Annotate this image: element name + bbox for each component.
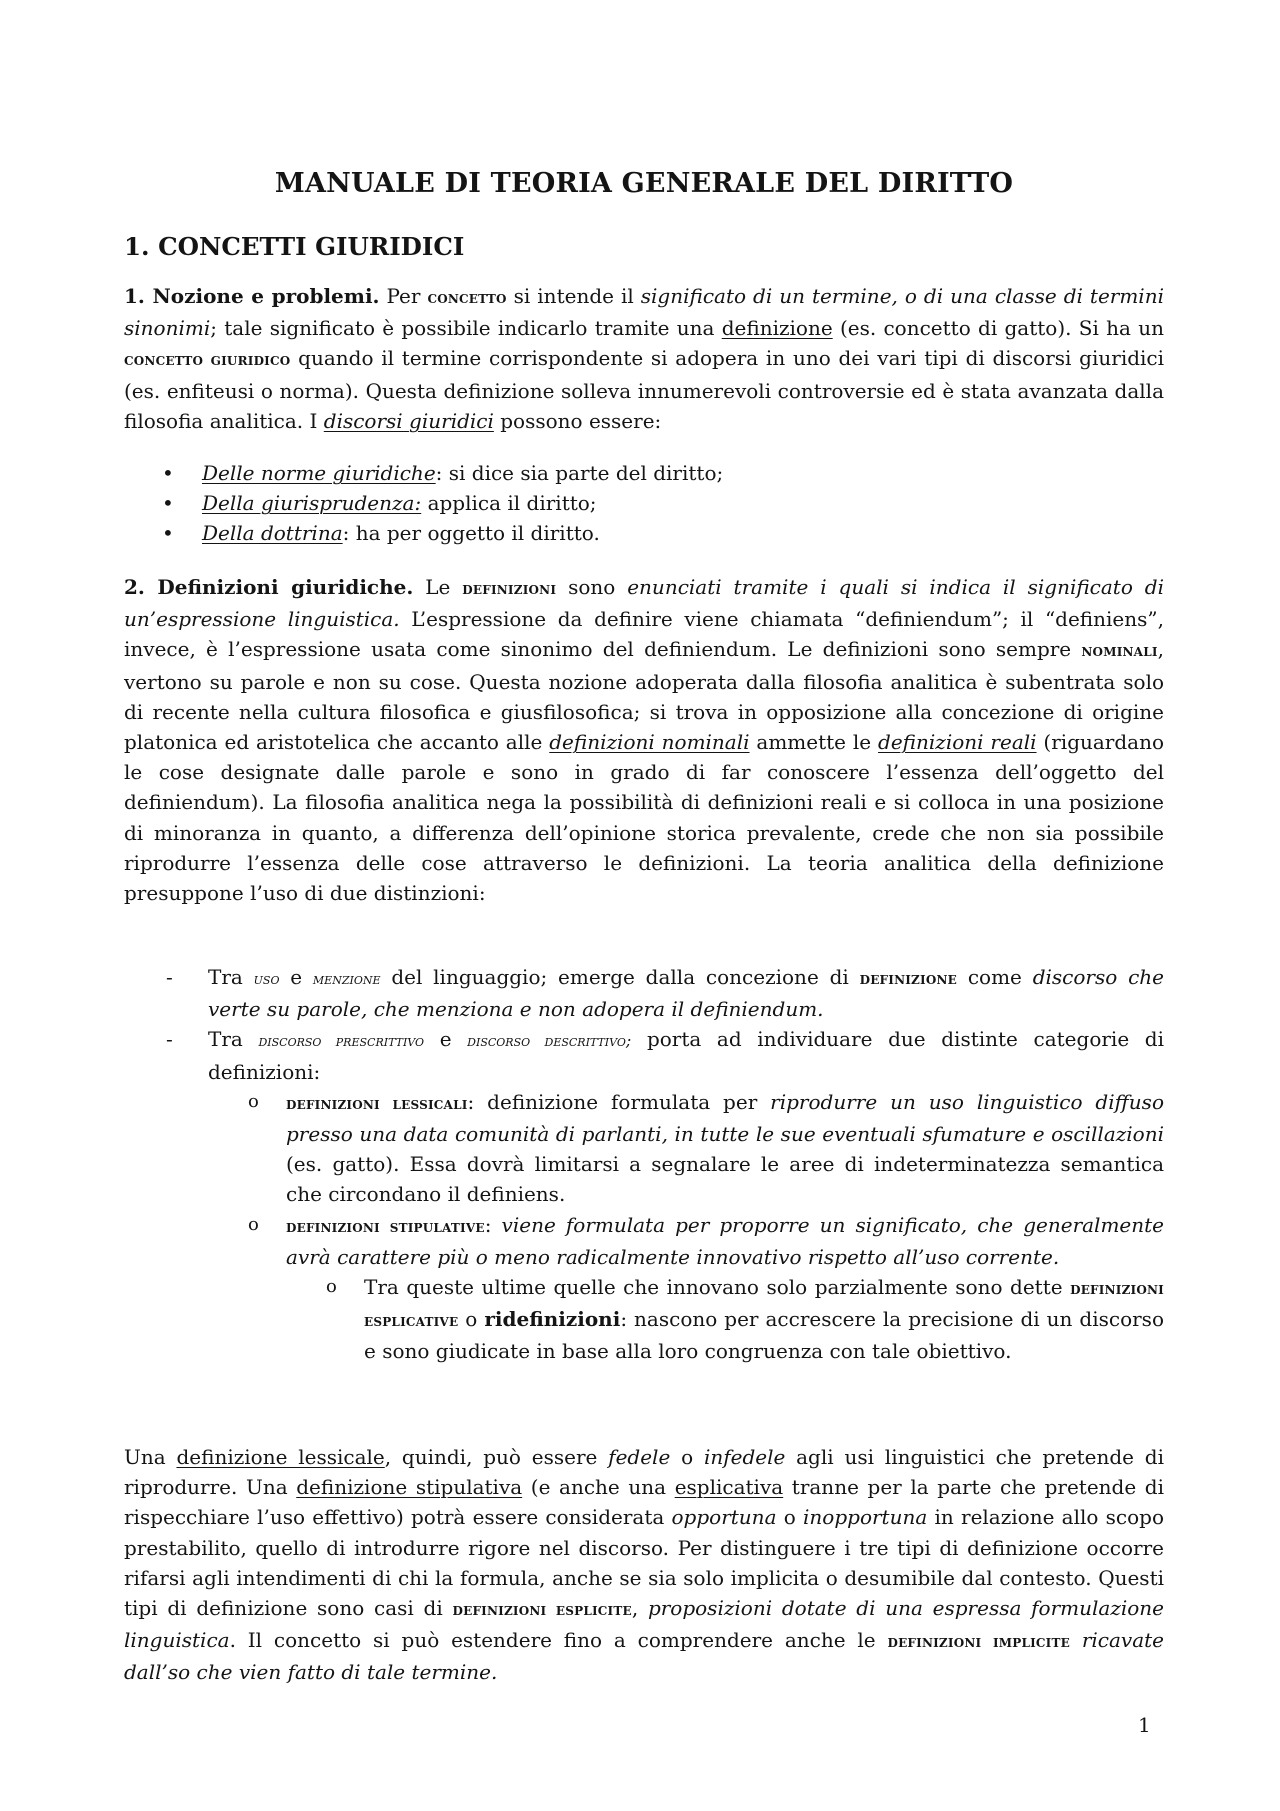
list-item: • Della dottrina: ha per oggetto il diritto.	[162, 521, 600, 546]
closing-paragraph: Una definizione lessicale, quindi, può essere fedele o infedele agli usi linguistici che pretende di riprodurre. Una definizione stipulativa (e anche una esplicativa tranne per la parte che pretende di rispecchiare l’uso effettivo) potrà essere considerata opportuna o inopportuna in relazione allo scopo prestabilito, quello di introdurre rigore nel discorso. Per distinguere i tre tipi di definizione occorre rifarsi agli intendimenti di chi la formula, anche se sia solo implicita o desumibile dal contesto. Questi tipi di definizione sono casi di definizioni esplicite, proposizioni dotate di una espressa formulazione linguistica. Il concetto si può estendere fino a comprendere anche le definizioni implicite ricavate dall’so che vien fatto di tale termine.	[124, 1445, 1165, 1685]
list-item: o definizioni lessicali: definizione formulata per riprodurre un uso linguistico diffuso presso una data comunità di parlanti, in tutte le sue eventuali sfumature e oscillazioni (es. gatto). Essa dovrà limitarsi a segnalare le aree di indeterminatezza semantica che circondano il definiens.	[248, 1089, 1164, 1207]
section-2-paragraph: 2. Definizioni giuridiche. Le definizioni sono enunciati tramite i quali si indica il significato di un’espressione linguistica. L’espressione da definire viene chiamata “definiendum”; il “definiens”, invece, è l’espressione usata come sinonimo del definiendum. Le definizioni sono sempre nominali, vertono su parole e non su cose. Questa nozione adoperata dalla filosofia analitica è subentrata solo di recente nella cultura filosofica e giusfilosofica; si trova in opposizione alla concezione di origine platonica ed aristotelica che accanto alle definizioni nominali ammette le definizioni reali (riguardano le cose designate dalle parole e sono in grado di far conoscere l’essenza dell’oggetto del definiendum). La filosofia analitica nega la possibilità di definizioni reali e si colloca in una posizione di minoranza in quanto, a differenza dell’opinione storica prevalente, crede che non sia possibile riprodurre l’essenza delle cose attraverso le definizioni. La teoria analitica della definizione presuppone l’uso di due distinzioni:	[124, 575, 1165, 906]
closing-paragraph-block	[124, 1442, 1164, 1688]
distinzioni-list	[124, 962, 1164, 1367]
list-item: • Delle norme giuridiche: si dice sia parte del diritto;	[162, 461, 724, 485]
section-2-heading: 2. Definizioni giuridiche.	[124, 575, 414, 599]
section-2	[124, 572, 1164, 908]
list-item: - Tra uso e menzione del linguaggio; emerge dalla concezione di definizione come discorso che verte su parole, che menziona e non adopera il definiendum.	[166, 965, 1164, 1022]
list-item: o Tra queste ultime quelle che innovano solo parzialmente sono dette definizioni esplicative o ridefinizioni: nascono per accrescere la precisione di un discorso e sono giudicate in base alla loro congruenza con tale obiettivo.	[326, 1275, 1164, 1364]
list-item: • Della giurisprudenza: applica il diritto;	[162, 491, 597, 516]
document-title: MANUALE DI TEORIA GENERALE DEL DIRITTO	[274, 168, 1014, 199]
chapter-heading: 1. CONCETTI GIURIDICI	[124, 232, 465, 261]
discorsi-list	[124, 458, 1164, 549]
section-1	[124, 281, 1164, 436]
section-1-heading: 1. Nozione e problemi.	[124, 284, 380, 308]
section-1-paragraph: 1. Nozione e problemi. Per concetto si intende il significato di un termine, o di una classe di termini sinonimi; tale significato è possibile indicarlo tramite una definizione (es. concetto di gatto). Si ha un concetto giuridico quando il termine corrispondente si adopera in uno dei vari tipi di discorsi giuridici (es. enfiteusi o norma). Questa definizione solleva innumerevoli controversie ed è stata avanzata dalla filosofia analitica. I discorsi giuridici possono essere:	[124, 284, 1165, 433]
page-number: 1	[1138, 1713, 1151, 1737]
list-item: - Tra discorso prescrittivo e discorso descrittivo; porta ad individuare due distinte categorie di definizioni:	[166, 1027, 1164, 1084]
list-item: o definizioni stipulative: viene formulata per proporre un significato, che generalmente avrà carattere più o meno radicalmente innovativo rispetto all’uso corrente.	[248, 1212, 1164, 1269]
